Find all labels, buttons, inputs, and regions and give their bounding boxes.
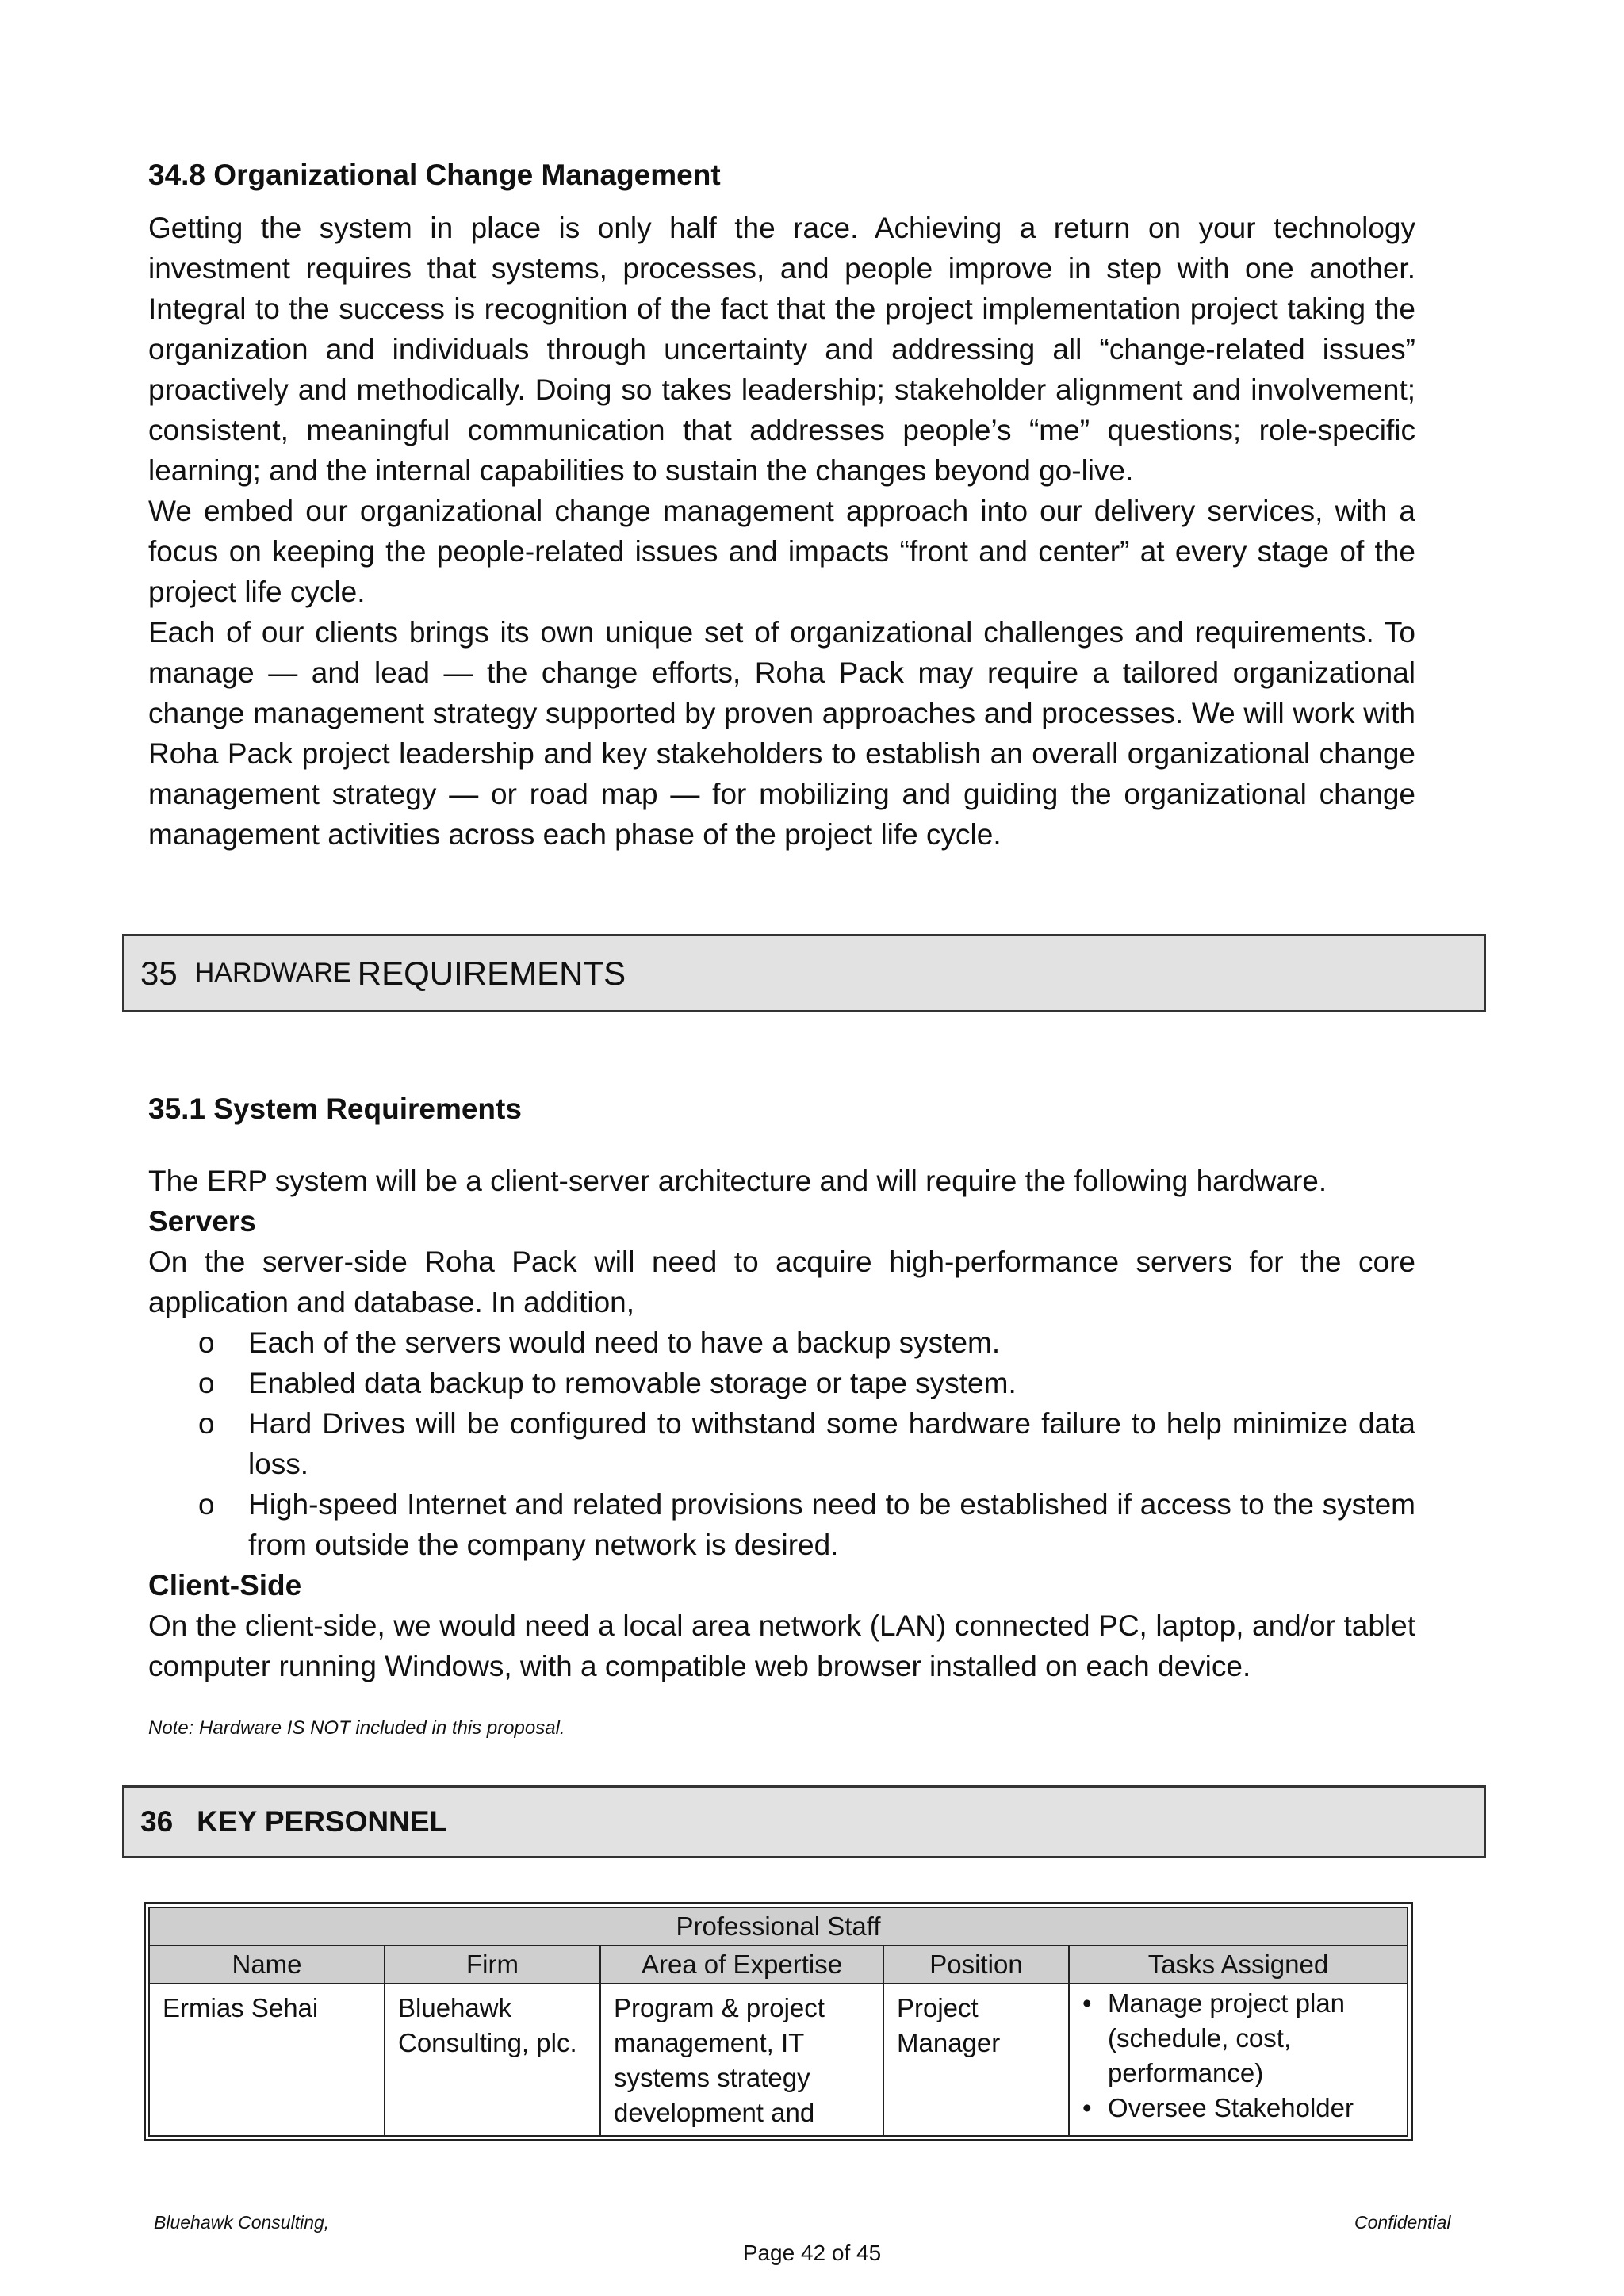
section-35-1-body: [148, 1161, 1415, 1686]
column-header-tasks: Tasks Assigned: [1069, 1946, 1408, 1984]
list-item: o Each of the servers would need to have a backup system.: [148, 1322, 1415, 1363]
section-35-number: 35: [140, 954, 178, 992]
circle-bullet-icon: o: [198, 1407, 215, 1440]
section-34-8-heading: 34.8 Organizational Change Management: [148, 159, 721, 191]
cell-expertise: Program & project management, IT systems strategy development and: [600, 1984, 883, 2136]
circle-bullet-icon: o: [198, 1488, 215, 1521]
table-caption: Professional Staff: [149, 1908, 1408, 1946]
section-35-title: REQUIREMENTS: [357, 954, 626, 992]
section-36-header: [122, 1785, 1486, 1858]
paragraph-change-mgmt-2: We embed our organizational change management approach into our delivery services, with a focus on keeping the people-related issues and impacts “front and center” at every stage of the project life cycle.: [148, 495, 1415, 608]
column-header-name: Name: [149, 1946, 385, 1984]
hardware-note: Note: Hardware IS NOT included in this proposal.: [148, 1717, 565, 1739]
cell-name: Ermias Sehai: [149, 1984, 385, 2136]
section-35-header: [122, 934, 1486, 1012]
section-35-1-heading: 35.1 System Requirements: [148, 1093, 522, 1125]
footer-confidential: Confidential: [1354, 2212, 1451, 2233]
cell-tasks: [1069, 1984, 1408, 2136]
paragraph-change-mgmt-1: Getting the system in place is only half the race. Achieving a return on your technology investment requires that systems, processes, and people improve in step with one another. Integral to the success is recognition of the fact that the project implementation project taking the organization and individuals through uncertainty and addressing all “change-related issues” proactively and methodically. Doing so takes leadership; stakeholder alignment and involvement; consistent, meaningful communication that addresses people’s “me” questions; role-specific learning; and the internal capabilities to sustain the changes beyond go-live.: [148, 212, 1415, 487]
task-item: • Oversee Stakeholder: [1082, 2091, 1394, 2126]
bullet-dot-icon: •: [1082, 2093, 1092, 2122]
client-side-label: Client-Side: [148, 1569, 302, 1601]
column-header-expertise: Area of Expertise: [600, 1946, 883, 1984]
cell-position: Project Manager: [883, 1984, 1069, 2136]
servers-text: On the server-side Roha Pack will need to acquire high-performance servers for the core application and database. In addition,: [148, 1246, 1415, 1318]
bullet-dot-icon: •: [1082, 1988, 1092, 2018]
section-35-title-small: HARDWARE: [194, 958, 351, 988]
circle-bullet-icon: o: [198, 1367, 215, 1399]
list-item: o Hard Drives will be configured to withstand some hardware failure to help minimize data loss.: [148, 1403, 1415, 1484]
task-item: • Manage project plan (schedule, cost, performance): [1082, 1986, 1394, 2091]
personnel-table: [144, 1902, 1413, 2141]
cell-firm: Bluehawk Consulting, plc.: [385, 1984, 600, 2136]
server-requirements-list: [148, 1322, 1415, 1565]
list-item: o High-speed Internet and related provisions need to be established if access to the system from outside the company network is desired.: [148, 1484, 1415, 1565]
section-36-title: KEY PERSONNEL: [197, 1805, 448, 1838]
system-intro: The ERP system will be a client-server architecture and will require the following hardware.: [148, 1165, 1327, 1197]
column-header-firm: Firm: [385, 1946, 600, 1984]
section-36-number: 36: [140, 1805, 174, 1838]
table-row: [149, 1984, 1408, 2136]
footer-company: Bluehawk Consulting,: [154, 2212, 330, 2233]
servers-label: Servers: [148, 1205, 256, 1238]
page-number: Page 42 of 45: [742, 2241, 882, 2265]
list-item: o Enabled data backup to removable storage or tape system.: [148, 1363, 1415, 1403]
circle-bullet-icon: o: [198, 1326, 215, 1359]
paragraph-change-mgmt-3: Each of our clients brings its own unique set of organizational challenges and requirements. To manage — and lead — the change efforts, Roha Pack may require a tailored organizational change management strategy supported by proven approaches and processes. We will work with Roha Pack project leadership and key stakeholders to establish an overall organizational change management strategy — or road map — for mobilizing and guiding the organizational change management activities across each phase of the project life cycle.: [148, 616, 1415, 851]
client-side-text: On the client-side, we would need a local area network (LAN) connected PC, laptop, and/or tablet computer running Windows, with a compatible web browser installed on each device.: [148, 1609, 1415, 1682]
section-34-8-body: [148, 208, 1415, 855]
column-header-position: Position: [883, 1946, 1069, 1984]
